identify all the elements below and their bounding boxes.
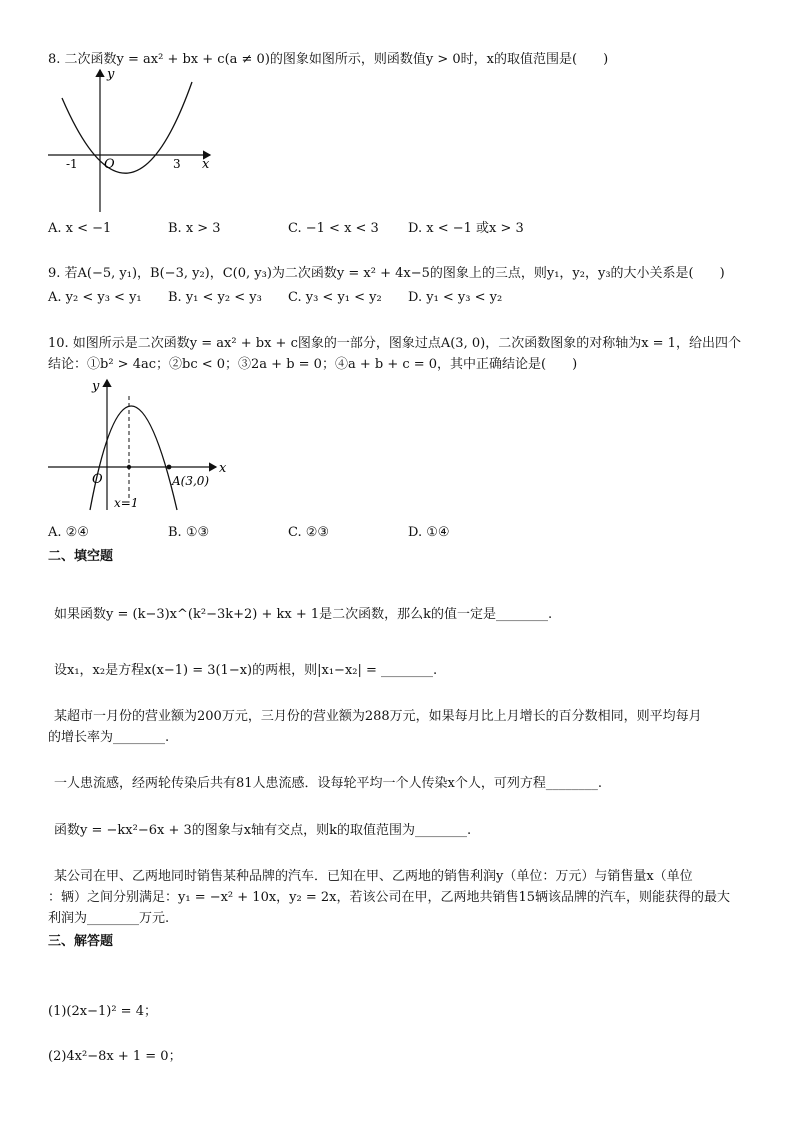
q8-option-c[interactable]: C. −1 < x < 3 xyxy=(288,221,379,236)
q9-option-d[interactable]: D. y₁ < y₃ < y₂ xyxy=(408,290,503,305)
q10-option-d[interactable]: D. ①④ xyxy=(408,525,450,540)
q10-point-a-dot xyxy=(167,465,172,470)
fill-question-1: 如果函数y = (k−3)x^(k²−3k+2) + kx + 1是二次函数，那么k的值一定是________. xyxy=(54,607,553,622)
fill-question-2: 设x₁，x₂是方程x(x−1) = 3(1−x)的两根，则|x₁−x₂| = ________. xyxy=(54,663,438,678)
q10-symmetry-axis-label: x=1 xyxy=(114,496,139,510)
fill-question-6-line2: ：辆）之间分别满足：y₁ = −x² + 10x，y₂ = 2x，若该公司在甲，乙两地共销售15辆该品牌的汽车，则能获得的最大 xyxy=(48,890,731,905)
fill-question-6-line3: 利润为________万元. xyxy=(48,911,170,926)
q9-option-c[interactable]: C. y₃ < y₁ < y₂ xyxy=(288,290,382,305)
solve-problem-1: (1)(2x−1)² = 4； xyxy=(48,1004,157,1019)
q8-graph xyxy=(44,64,224,216)
q8-option-b[interactable]: B. x > 3 xyxy=(168,221,221,236)
q9-option-b[interactable]: B. y₁ < y₂ < y₃ xyxy=(168,290,262,305)
fill-question-4: 一人患流感，经两轮传染后共有81人患流感．设每轮平均一个人传染x个人，可列方程________. xyxy=(54,776,603,791)
q8-right-root-label: 3 xyxy=(173,157,181,171)
q8-origin-label: O xyxy=(104,157,115,172)
q8-left-root-label: -1 xyxy=(66,157,78,171)
q10-x-label: x xyxy=(219,461,227,476)
q10-graph xyxy=(44,374,244,514)
fill-question-6-line1: 某公司在甲、乙两地同时销售某种品牌的汽车．已知在甲、乙两地的销售利润y（单位：万元）与销售量x（单位 xyxy=(54,869,693,884)
q10-origin-label: O xyxy=(92,472,103,487)
q10-y-label: y xyxy=(92,379,100,394)
section-fill-in-title: 二、填空题 xyxy=(48,549,114,564)
q8-option-a[interactable]: A. x < −1 xyxy=(48,221,112,236)
q10-stem-line1: 10. 如图所示是二次函数y = ax² + bx + c图象的一部分，图象过点A(3, 0)，二次函数图象的对称轴为x = 1，给出四个 xyxy=(48,336,741,351)
fill-question-3-line2: 的增长率为________. xyxy=(48,730,170,745)
q8-option-d[interactable]: D. x < −1 或x > 3 xyxy=(408,221,524,236)
q8-y-label: y xyxy=(107,67,115,82)
q8-stem: 8. 二次函数y = ax² + bx + c(a ≠ 0)的图象如图所示，则函数值y > 0时，x的取值范围是( ) xyxy=(48,52,609,67)
q8-x-label: x xyxy=(202,157,210,172)
section-solve-title: 三、解答题 xyxy=(48,934,114,949)
solve-problem-2: (2)4x²−8x + 1 = 0； xyxy=(48,1049,182,1064)
fill-question-5: 函数y = −kx²−6x + 3的图象与x轴有交点，则k的取值范围为________. xyxy=(54,823,472,838)
fill-question-3-line1: 某超市一月份的营业额为200万元，三月份的营业额为288万元，如果每月比上月增长的百分数相同，则平均每月 xyxy=(54,709,702,724)
q10-symmetry-dot xyxy=(127,465,131,469)
q10-point-a-label: A(3,0) xyxy=(172,474,210,488)
q10-stem-line2: 结论：①b² > 4ac；②bc < 0；③2a + b = 0；④a + b + c = 0，其中正确结论是( ) xyxy=(48,357,578,372)
q9-stem: 9. 若A(−5, y₁)，B(−3, y₂)，C(0, y₃)为二次函数y = x² + 4x−5的图象上的三点，则y₁，y₂，y₃的大小关系是( ) xyxy=(48,266,725,281)
q9-option-a[interactable]: A. y₂ < y₃ < y₁ xyxy=(48,290,142,305)
q10-option-c[interactable]: C. ②③ xyxy=(288,525,330,540)
q10-parabola xyxy=(90,406,177,510)
q10-option-b[interactable]: B. ①③ xyxy=(168,525,210,540)
q10-option-a[interactable]: A. ②④ xyxy=(48,525,89,540)
